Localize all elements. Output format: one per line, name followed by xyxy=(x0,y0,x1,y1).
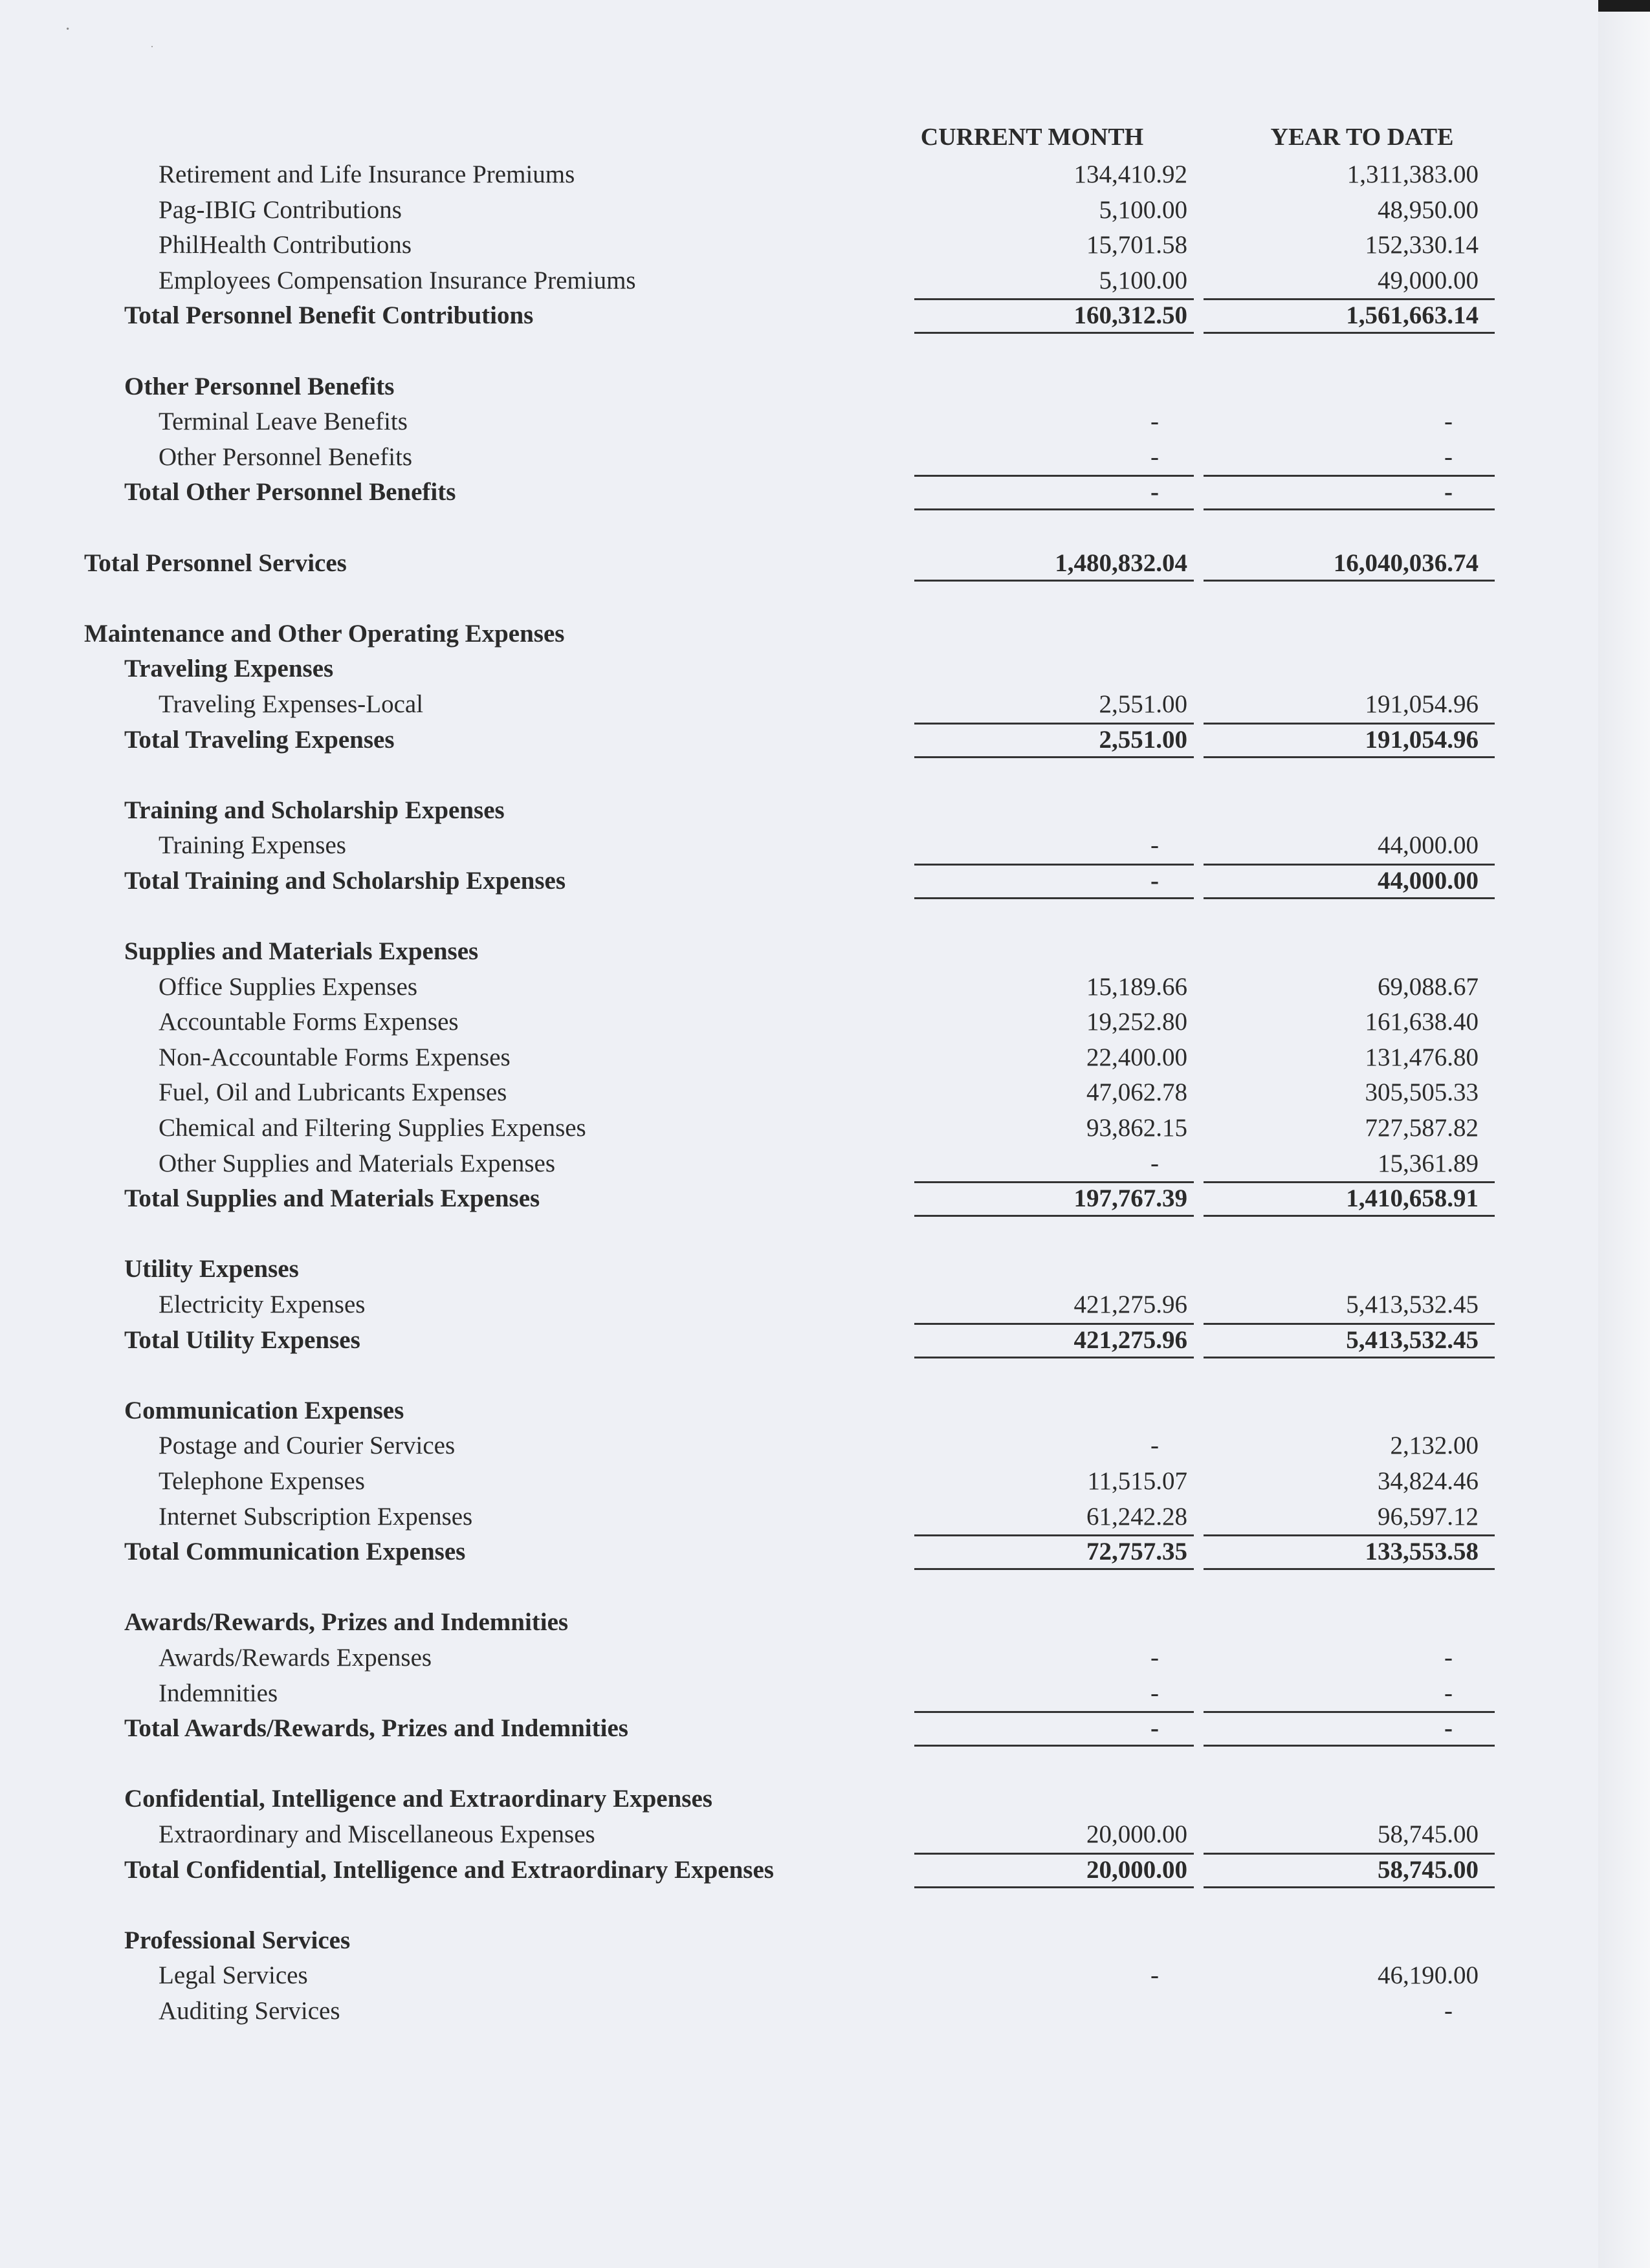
row-label: Total Other Personnel Benefits xyxy=(124,478,456,507)
current-month-value: - xyxy=(1150,442,1159,471)
row-label: Other Personnel Benefits xyxy=(124,372,395,400)
year-to-date-value: 5,413,532.45 xyxy=(1346,1291,1479,1318)
total-row xyxy=(0,1323,1650,1358)
year-to-date-value: 46,190.00 xyxy=(1378,1961,1479,1990)
row-label: Terminal Leave Benefits xyxy=(159,408,408,436)
total-top-rule xyxy=(1204,1711,1495,1713)
total-top-rule xyxy=(914,1534,1194,1536)
spacer-row xyxy=(0,1217,1650,1252)
spacer-row xyxy=(0,758,1650,793)
table-row xyxy=(0,1641,1650,1676)
year-to-date-value: 727,587.82 xyxy=(1365,1114,1479,1142)
row-label: Professional Services xyxy=(124,1926,351,1954)
table-row xyxy=(0,1146,1650,1182)
year-to-date-value: 44,000.00 xyxy=(1378,866,1479,895)
current-month-value: 160,312.50 xyxy=(1073,301,1187,330)
spacer-row xyxy=(0,1358,1650,1393)
total-top-rule xyxy=(914,1181,1194,1183)
spacer-row xyxy=(0,334,1650,369)
total-row xyxy=(0,864,1650,899)
row-label: Confidential, Intelligence and Extraordinary Expenses xyxy=(124,1785,712,1813)
row-label: Total Traveling Expenses xyxy=(124,725,395,754)
row-label: Utility Expenses xyxy=(124,1255,299,1283)
current-month-value: - xyxy=(1150,831,1159,860)
year-to-date-value: 69,088.67 xyxy=(1378,972,1479,1001)
row-label: Communication Expenses xyxy=(124,1396,404,1424)
year-to-date-value: 48,950.00 xyxy=(1378,195,1479,224)
table-row xyxy=(0,1111,1650,1146)
row-label: Extraordinary and Miscellaneous Expenses xyxy=(159,1820,595,1848)
table-row xyxy=(0,263,1650,299)
table-row xyxy=(0,1782,1650,1817)
current-month-value: 421,275.96 xyxy=(1073,1291,1187,1318)
table-row xyxy=(0,546,1650,582)
row-label: Postage and Courier Services xyxy=(159,1432,456,1460)
spacer-row xyxy=(0,581,1650,616)
total-top-rule xyxy=(914,1323,1194,1325)
spacer-row xyxy=(0,1888,1650,1923)
year-to-date-value: 96,597.12 xyxy=(1378,1502,1479,1531)
current-month-value: 1,480,832.04 xyxy=(1055,549,1187,577)
current-month-value: 5,100.00 xyxy=(1099,195,1187,224)
year-to-date-value: 15,361.89 xyxy=(1378,1149,1479,1177)
table-row xyxy=(0,1428,1650,1464)
total-top-rule xyxy=(914,1711,1194,1713)
year-to-date-value: 58,745.00 xyxy=(1378,1855,1479,1884)
row-label: Total Personnel Benefit Contributions xyxy=(124,301,534,330)
total-row xyxy=(0,1181,1650,1217)
year-to-date-value: 16,040,036.74 xyxy=(1333,549,1479,577)
table-row xyxy=(0,1958,1650,1994)
row-label: Indemnities xyxy=(159,1679,278,1707)
year-to-date-value: 1,410,658.91 xyxy=(1346,1184,1479,1213)
table-row xyxy=(0,1676,1650,1712)
row-label: Other Personnel Benefits xyxy=(159,442,413,471)
year-to-date-value: 2,132.00 xyxy=(1390,1432,1479,1460)
current-month-value: 15,701.58 xyxy=(1086,231,1187,259)
row-label: Internet Subscription Expenses xyxy=(159,1502,473,1531)
row-label: Auditing Services xyxy=(159,1996,340,2025)
row-label: Total Personnel Services xyxy=(84,549,347,577)
spacer-row xyxy=(0,1747,1650,1782)
row-label: Pag-IBIG Contributions xyxy=(159,195,402,224)
current-month-value: 2,551.00 xyxy=(1099,725,1187,754)
total-top-rule xyxy=(1204,298,1495,300)
current-month-value: - xyxy=(1150,1432,1159,1460)
row-label: PhilHealth Contributions xyxy=(159,231,412,259)
current-month-value: 134,410.92 xyxy=(1073,160,1187,188)
total-top-rule xyxy=(1204,1181,1495,1183)
total-top-rule xyxy=(1204,1853,1495,1855)
year-to-date-value: 44,000.00 xyxy=(1378,831,1479,860)
year-to-date-value: 191,054.96 xyxy=(1365,690,1479,718)
table-row xyxy=(0,193,1650,228)
scan-speck: · xyxy=(65,19,71,39)
table-row xyxy=(0,440,1650,475)
current-month-value: - xyxy=(1150,1961,1159,1990)
table-row xyxy=(0,616,1650,652)
total-top-rule xyxy=(914,1853,1194,1855)
year-to-date-value: 133,553.58 xyxy=(1365,1538,1479,1566)
current-month-value: - xyxy=(1150,1149,1159,1177)
scan-speck: · xyxy=(150,40,154,53)
row-label: Awards/Rewards, Prizes and Indemnities xyxy=(124,1608,569,1637)
year-to-date-value: 305,505.33 xyxy=(1365,1078,1479,1107)
table-row xyxy=(0,1499,1650,1535)
row-label: Employees Compensation Insurance Premiums xyxy=(159,266,636,294)
row-label: Traveling Expenses xyxy=(124,655,334,683)
table-row xyxy=(0,1605,1650,1641)
table-row xyxy=(0,651,1650,687)
year-to-date-value: 34,824.46 xyxy=(1378,1467,1479,1495)
table-row xyxy=(0,934,1650,970)
row-label: Supplies and Materials Expenses xyxy=(124,937,479,966)
row-label: Training Expenses xyxy=(159,831,346,860)
total-row xyxy=(0,1534,1650,1570)
current-month-value: - xyxy=(1150,1679,1159,1707)
row-label: Total Confidential, Intelligence and Extraordinary Expenses xyxy=(124,1855,774,1884)
financial-statement-table xyxy=(0,157,1650,2029)
current-month-value: 19,252.80 xyxy=(1086,1008,1187,1036)
table-row xyxy=(0,369,1650,405)
current-month-value: - xyxy=(1150,478,1159,507)
year-to-date-value: - xyxy=(1444,478,1453,507)
spacer-row xyxy=(0,1570,1650,1606)
year-to-date-value: 1,311,383.00 xyxy=(1347,160,1479,188)
row-label: Total Supplies and Materials Expenses xyxy=(124,1184,540,1213)
year-to-date-value: 5,413,532.45 xyxy=(1346,1325,1479,1354)
row-label: Telephone Expenses xyxy=(159,1467,365,1495)
total-row xyxy=(0,1711,1650,1747)
table-row xyxy=(0,687,1650,723)
total-row xyxy=(0,723,1650,758)
header-current-month: CURRENT MONTH xyxy=(920,124,1144,151)
row-label: Fuel, Oil and Lubricants Expenses xyxy=(159,1078,507,1107)
current-month-value: 15,189.66 xyxy=(1086,972,1187,1001)
table-row xyxy=(0,1994,1650,2029)
total-top-rule xyxy=(914,475,1194,477)
total-top-rule xyxy=(1204,723,1495,725)
year-to-date-value: - xyxy=(1444,1643,1453,1672)
current-month-value: 11,515.07 xyxy=(1087,1467,1187,1495)
current-month-value: - xyxy=(1150,1714,1159,1743)
total-row xyxy=(0,1853,1650,1888)
current-month-value: 421,275.96 xyxy=(1073,1325,1187,1354)
total-row xyxy=(0,298,1650,334)
table-row xyxy=(0,1464,1650,1499)
year-to-date-value: - xyxy=(1444,408,1453,436)
table-row xyxy=(0,1252,1650,1287)
table-row xyxy=(0,1040,1650,1076)
current-month-value: - xyxy=(1150,866,1159,895)
total-top-rule xyxy=(914,723,1194,725)
table-row xyxy=(0,1923,1650,1959)
row-label: Electricity Expenses xyxy=(159,1291,366,1318)
table-row xyxy=(0,828,1650,864)
table-row xyxy=(0,970,1650,1005)
table-row xyxy=(0,404,1650,440)
row-label: Office Supplies Expenses xyxy=(159,972,418,1001)
current-month-value: 2,551.00 xyxy=(1099,690,1187,718)
row-label: Traveling Expenses-Local xyxy=(159,690,424,718)
spacer-row xyxy=(0,510,1650,546)
spacer-row xyxy=(0,899,1650,934)
year-to-date-value: 152,330.14 xyxy=(1365,231,1479,259)
table-row xyxy=(0,1393,1650,1429)
row-label: Total Awards/Rewards, Prizes and Indemnities xyxy=(124,1714,628,1743)
current-month-value: 197,767.39 xyxy=(1073,1184,1187,1213)
total-top-rule xyxy=(914,864,1194,866)
year-to-date-value: - xyxy=(1444,1679,1453,1707)
current-month-value: 93,862.15 xyxy=(1086,1114,1187,1142)
current-month-value: - xyxy=(1150,1643,1159,1672)
table-row xyxy=(0,157,1650,193)
row-label: Accountable Forms Expenses xyxy=(159,1008,459,1036)
column-headers xyxy=(0,123,1650,157)
table-row xyxy=(0,228,1650,263)
current-month-value: 22,400.00 xyxy=(1086,1043,1187,1071)
table-row xyxy=(0,793,1650,829)
year-to-date-value: 58,745.00 xyxy=(1378,1820,1479,1848)
total-top-rule xyxy=(1204,1534,1495,1536)
year-to-date-value: 191,054.96 xyxy=(1365,725,1479,754)
total-top-rule xyxy=(914,298,1194,300)
table-row xyxy=(0,1817,1650,1853)
row-label: Total Communication Expenses xyxy=(124,1538,466,1566)
year-to-date-value: - xyxy=(1444,442,1453,471)
total-top-rule xyxy=(1204,864,1495,866)
year-to-date-value: 131,476.80 xyxy=(1365,1043,1479,1071)
row-label: Legal Services xyxy=(159,1961,308,1990)
year-to-date-value: - xyxy=(1444,1996,1453,2025)
table-row xyxy=(0,1075,1650,1111)
current-month-value: - xyxy=(1150,408,1159,436)
current-month-value: 20,000.00 xyxy=(1086,1855,1187,1884)
row-label: Chemical and Filtering Supplies Expenses xyxy=(159,1114,586,1142)
current-month-value: 47,062.78 xyxy=(1086,1078,1187,1107)
row-label: Other Supplies and Materials Expenses xyxy=(159,1149,556,1177)
current-month-value: 5,100.00 xyxy=(1099,266,1187,294)
total-row xyxy=(0,475,1650,510)
current-month-value: 61,242.28 xyxy=(1086,1502,1187,1531)
row-label: Total Utility Expenses xyxy=(124,1325,360,1354)
year-to-date-value: 1,561,663.14 xyxy=(1346,301,1479,330)
header-year-to-date: YEAR TO DATE xyxy=(1270,124,1454,151)
year-to-date-value: 161,638.40 xyxy=(1365,1008,1479,1036)
row-label: Maintenance and Other Operating Expenses xyxy=(84,619,565,648)
year-to-date-value: 49,000.00 xyxy=(1378,266,1479,294)
table-row xyxy=(0,1287,1650,1323)
year-to-date-value: - xyxy=(1444,1714,1453,1743)
current-month-value: 72,757.35 xyxy=(1086,1538,1187,1566)
row-label: Training and Scholarship Expenses xyxy=(124,796,505,824)
row-label: Total Training and Scholarship Expenses xyxy=(124,866,566,895)
table-row xyxy=(0,1005,1650,1040)
total-top-rule xyxy=(1204,1323,1495,1325)
row-label: Retirement and Life Insurance Premiums xyxy=(159,160,575,188)
row-label: Non-Accountable Forms Expenses xyxy=(159,1043,511,1071)
row-label: Awards/Rewards Expenses xyxy=(159,1643,432,1672)
current-month-value: 20,000.00 xyxy=(1086,1820,1187,1848)
total-top-rule xyxy=(1204,475,1495,477)
scan-corner-mark xyxy=(1598,0,1650,12)
